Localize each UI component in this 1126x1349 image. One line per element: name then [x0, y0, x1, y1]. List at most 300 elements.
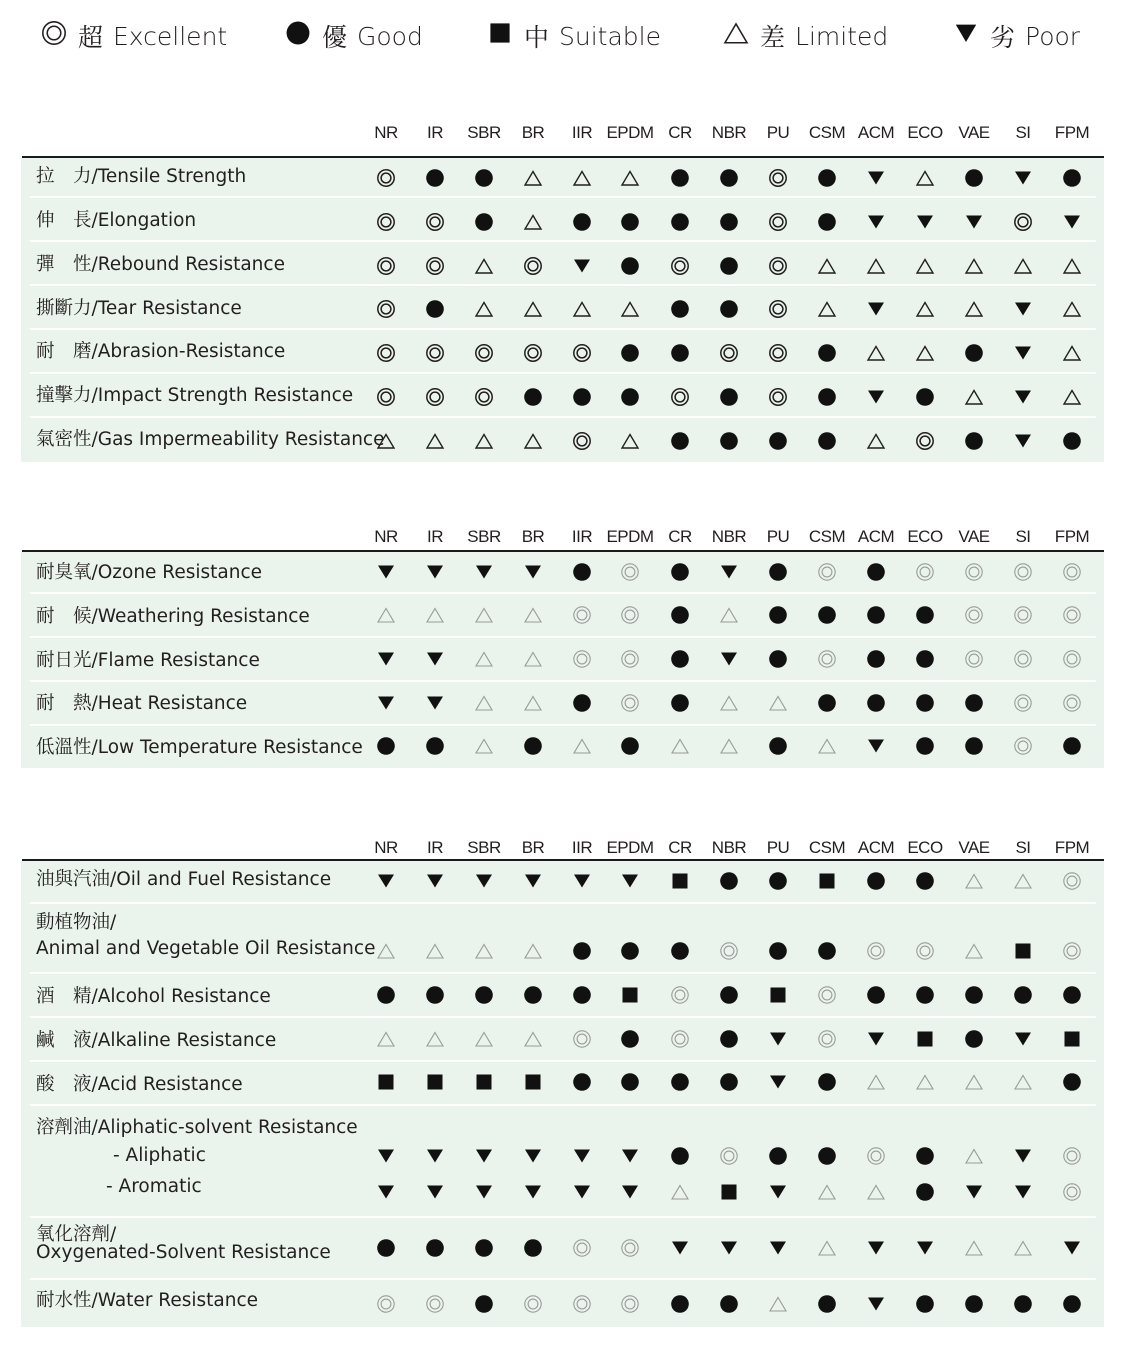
filled-circle-icon	[523, 387, 543, 407]
rating-cell	[1013, 649, 1033, 669]
double-circle-icon	[866, 941, 886, 961]
rating-cell	[1062, 985, 1082, 1005]
rating-cell	[915, 387, 935, 407]
legend-limited-en: Limited	[795, 21, 889, 51]
filled-down-triangle-icon	[474, 1182, 494, 1202]
legend	[0, 18, 1126, 58]
rating-cell	[523, 387, 543, 407]
rating-cell	[719, 299, 739, 319]
row-label: 酸 液/Acid Resistance	[36, 1074, 243, 1095]
row-divider	[30, 636, 1096, 638]
open-triangle-icon	[964, 256, 984, 276]
open-triangle-icon	[866, 256, 886, 276]
open-triangle-icon	[620, 431, 640, 451]
open-triangle-icon	[572, 736, 592, 756]
rating-cell	[523, 1029, 543, 1049]
rating-cell	[670, 256, 690, 276]
rating-cell	[523, 431, 543, 451]
double-circle-icon	[670, 387, 690, 407]
filled-circle-icon	[572, 693, 592, 713]
rating-cell	[915, 256, 935, 276]
open-triangle-icon	[474, 299, 494, 319]
rating-cell	[964, 212, 984, 232]
rating-cell	[915, 1146, 935, 1166]
rating-cell	[474, 256, 494, 276]
rating-cell	[425, 1182, 445, 1202]
column-header: CSM	[808, 838, 846, 857]
double-circle-icon	[425, 212, 445, 232]
row-label: 撕斷力/Tear Resistance	[36, 298, 242, 319]
rating-cell	[866, 985, 886, 1005]
filled-down-triangle-icon	[866, 1294, 886, 1314]
column-header: EPDM	[606, 123, 654, 142]
filled-circle-icon	[768, 736, 788, 756]
filled-down-triangle-icon	[719, 1238, 739, 1258]
column-header: FPM	[1054, 527, 1090, 546]
double-circle-icon	[572, 649, 592, 669]
filled-circle-icon	[620, 1029, 640, 1049]
filled-down-triangle-icon	[572, 256, 592, 276]
rating-cell	[768, 605, 788, 625]
rating-cell	[915, 736, 935, 756]
rating-cell	[523, 985, 543, 1005]
rating-cell	[768, 1294, 788, 1314]
column-header: CR	[668, 527, 692, 546]
filled-square-icon	[474, 1072, 494, 1092]
rating-cell	[768, 693, 788, 713]
rating-cell	[474, 693, 494, 713]
row-label: 溶劑油/Aliphatic-solvent Resistance	[36, 1117, 358, 1138]
filled-down-triangle-icon	[1013, 1029, 1033, 1049]
open-triangle-icon	[866, 343, 886, 363]
rating-cell	[1013, 299, 1033, 319]
rating-cell	[817, 387, 837, 407]
rating-cell	[425, 1029, 445, 1049]
double-circle-icon	[719, 1146, 739, 1166]
rating-cell	[1062, 212, 1082, 232]
rating-cell	[523, 1238, 543, 1258]
open-triangle-icon	[670, 736, 690, 756]
filled-circle-icon	[670, 1072, 690, 1092]
filled-down-triangle-icon	[866, 168, 886, 188]
rating-cell	[670, 299, 690, 319]
double-circle-icon	[768, 299, 788, 319]
filled-circle-icon	[1013, 985, 1033, 1005]
rating-cell	[620, 562, 640, 582]
double-circle-icon	[376, 212, 396, 232]
open-triangle-icon	[915, 168, 935, 188]
rating-cell	[523, 299, 543, 319]
double-circle-icon	[817, 1029, 837, 1049]
rating-cell	[670, 431, 690, 451]
double-circle-icon	[425, 387, 445, 407]
rating-cell	[964, 985, 984, 1005]
rating-cell	[768, 736, 788, 756]
open-triangle-icon	[768, 1294, 788, 1314]
rating-cell	[474, 1294, 494, 1314]
rating-cell	[670, 212, 690, 232]
rating-cell	[719, 1294, 739, 1314]
rating-cell	[474, 387, 494, 407]
rating-cell	[719, 941, 739, 961]
filled-circle-icon	[915, 1294, 935, 1314]
column-header: BR	[521, 123, 545, 142]
filled-circle-icon	[1062, 1294, 1082, 1314]
rating-cell	[620, 343, 640, 363]
rating-cell	[474, 1146, 494, 1166]
open-triangle-icon	[376, 605, 396, 625]
rating-cell	[376, 299, 396, 319]
rating-cell	[1062, 1029, 1082, 1049]
rating-cell	[474, 212, 494, 232]
filled-down-triangle-icon	[376, 562, 396, 582]
rating-cell	[670, 649, 690, 669]
rating-cell	[523, 736, 543, 756]
double-circle-icon	[620, 649, 640, 669]
open-triangle-icon	[817, 299, 837, 319]
filled-circle-icon	[768, 605, 788, 625]
rating-cell	[768, 649, 788, 669]
open-triangle-icon	[915, 299, 935, 319]
filled-circle-icon	[719, 985, 739, 1005]
rating-cell	[425, 168, 445, 188]
double-circle-icon	[817, 562, 837, 582]
column-header: IR	[427, 527, 443, 546]
rating-cell	[1013, 985, 1033, 1005]
column-header: PU	[766, 838, 790, 857]
filled-circle-icon	[719, 1072, 739, 1092]
column-header: NR	[374, 838, 398, 857]
rating-cell	[670, 168, 690, 188]
open-triangle-icon	[523, 605, 543, 625]
filled-down-triangle-icon	[474, 1146, 494, 1166]
table-header	[0, 527, 1126, 549]
rating-cell	[1013, 212, 1033, 232]
rating-cell	[425, 212, 445, 232]
open-triangle-icon	[1013, 1072, 1033, 1092]
row-label: 鹹 液/Alkaline Resistance	[36, 1030, 277, 1051]
row-divider	[30, 902, 1096, 904]
rating-cell	[572, 431, 592, 451]
filled-circle-icon	[964, 1029, 984, 1049]
rating-cell	[817, 1029, 837, 1049]
rating-cell	[915, 1294, 935, 1314]
header-rule	[22, 550, 1104, 552]
rating-cell	[376, 605, 396, 625]
rating-cell	[1062, 1294, 1082, 1314]
open-triangle-icon	[964, 871, 984, 891]
filled-down-triangle-icon	[719, 562, 739, 582]
double-circle-icon	[425, 1294, 445, 1314]
filled-square-icon	[376, 1072, 396, 1092]
rating-cell	[768, 1182, 788, 1202]
filled-down-triangle-icon	[376, 871, 396, 891]
rating-cell	[768, 343, 788, 363]
rating-cell	[670, 562, 690, 582]
filled-square-icon	[1013, 941, 1033, 961]
filled-square-icon	[915, 1029, 935, 1049]
rating-cell	[670, 343, 690, 363]
filled-circle-icon	[768, 562, 788, 582]
open-triangle-icon	[817, 1238, 837, 1258]
rating-cell	[572, 1182, 592, 1202]
open-triangle-icon	[817, 1182, 837, 1202]
rating-cell	[376, 1146, 396, 1166]
rating-cell	[866, 649, 886, 669]
rating-cell	[670, 941, 690, 961]
rating-cell	[670, 605, 690, 625]
rating-cell	[719, 212, 739, 232]
open-triangle-icon	[915, 1072, 935, 1092]
column-header: IR	[427, 123, 443, 142]
rating-cell	[817, 168, 837, 188]
double-circle-icon	[768, 212, 788, 232]
open-triangle-icon	[474, 693, 494, 713]
open-triangle-icon	[722, 20, 750, 52]
filled-down-triangle-icon	[915, 1238, 935, 1258]
rating-cell	[425, 1146, 445, 1166]
filled-circle-icon	[866, 605, 886, 625]
rating-cell	[1062, 1072, 1082, 1092]
filled-circle-icon	[572, 1072, 592, 1092]
rating-cell	[719, 168, 739, 188]
filled-circle-icon	[620, 941, 640, 961]
rating-cell	[620, 693, 640, 713]
rating-cell	[572, 1072, 592, 1092]
rating-cell	[620, 212, 640, 232]
column-header: NBR	[711, 527, 747, 546]
rating-cell	[817, 1238, 837, 1258]
rating-cell	[523, 649, 543, 669]
filled-down-triangle-icon	[1013, 343, 1033, 363]
row-label: 動植物油/	[36, 912, 117, 933]
rating-cell	[474, 343, 494, 363]
row-divider	[30, 1104, 1096, 1106]
open-triangle-icon	[817, 256, 837, 276]
column-header: FPM	[1054, 838, 1090, 857]
rating-cell	[474, 299, 494, 319]
filled-square-icon	[1062, 1029, 1082, 1049]
filled-circle-icon	[768, 649, 788, 669]
rating-cell	[817, 431, 837, 451]
open-triangle-icon	[719, 605, 739, 625]
rating-cell	[964, 605, 984, 625]
double-circle-icon	[572, 605, 592, 625]
open-triangle-icon	[1013, 1238, 1033, 1258]
filled-circle-icon	[572, 985, 592, 1005]
rating-cell	[425, 562, 445, 582]
filled-down-triangle-icon	[915, 212, 935, 232]
rating-cell	[1062, 649, 1082, 669]
rating-cell	[376, 256, 396, 276]
rating-cell	[425, 941, 445, 961]
rating-cell	[719, 343, 739, 363]
filled-circle-icon	[572, 941, 592, 961]
row-label: Animal and Vegetable Oil Resistance	[36, 938, 376, 959]
filled-down-triangle-icon	[866, 1029, 886, 1049]
rating-cell	[474, 871, 494, 891]
rating-cell	[1062, 387, 1082, 407]
rating-cell	[1013, 431, 1033, 451]
filled-down-triangle-icon	[1013, 1146, 1033, 1166]
filled-down-triangle-icon	[376, 649, 396, 669]
double-circle-icon	[964, 649, 984, 669]
rating-cell	[866, 1294, 886, 1314]
column-header: VAE	[958, 123, 990, 142]
rating-cell	[1062, 871, 1082, 891]
open-triangle-icon	[376, 941, 396, 961]
rating-cell	[866, 431, 886, 451]
open-triangle-icon	[425, 941, 445, 961]
double-circle-icon	[768, 168, 788, 188]
double-circle-icon	[1062, 1182, 1082, 1202]
rating-cell	[964, 1029, 984, 1049]
rating-cell	[866, 605, 886, 625]
rating-cell	[620, 1294, 640, 1314]
filled-circle-icon	[523, 985, 543, 1005]
rating-cell	[523, 343, 543, 363]
column-header: NBR	[711, 123, 747, 142]
double-circle-icon	[572, 1294, 592, 1314]
filled-circle-icon	[719, 431, 739, 451]
filled-down-triangle-icon	[768, 1238, 788, 1258]
column-header: VAE	[958, 527, 990, 546]
filled-circle-icon	[915, 387, 935, 407]
filled-circle-icon	[915, 649, 935, 669]
rating-cell	[1013, 1072, 1033, 1092]
rating-cell	[620, 1146, 640, 1166]
rating-cell	[425, 605, 445, 625]
rating-cell	[719, 1182, 739, 1202]
double-circle-icon	[1062, 871, 1082, 891]
double-circle-icon	[670, 985, 690, 1005]
open-triangle-icon	[866, 1072, 886, 1092]
rating-cell	[523, 693, 543, 713]
filled-circle-icon	[915, 1146, 935, 1166]
column-header: ECO	[907, 527, 943, 546]
row-label: 氣密性/Gas Impermeability Resistance	[36, 429, 385, 450]
filled-circle-icon	[964, 431, 984, 451]
double-circle-icon	[1013, 212, 1033, 232]
double-circle-icon	[1013, 693, 1033, 713]
legend-limited-zh: 差	[760, 23, 786, 52]
filled-circle-icon	[670, 212, 690, 232]
double-circle-icon	[915, 941, 935, 961]
double-circle-icon	[1013, 736, 1033, 756]
rating-cell	[768, 168, 788, 188]
rating-cell	[670, 871, 690, 891]
legend-excellent	[40, 18, 227, 54]
rating-cell	[425, 1072, 445, 1092]
rating-cell	[523, 1294, 543, 1314]
filled-down-triangle-icon	[768, 1029, 788, 1049]
filled-circle-icon	[670, 941, 690, 961]
rating-cell	[620, 299, 640, 319]
filled-down-triangle-icon	[719, 649, 739, 669]
legend-excellent-en: Excellent	[113, 21, 228, 51]
rating-cell	[523, 1182, 543, 1202]
filled-circle-icon	[817, 212, 837, 232]
row-label: Oxygenated-Solvent Resistance	[36, 1242, 331, 1263]
rating-cell	[964, 343, 984, 363]
filled-down-triangle-icon	[425, 649, 445, 669]
filled-down-triangle-icon	[620, 1182, 640, 1202]
rating-cell	[866, 299, 886, 319]
row-label: 耐臭氧/Ozone Resistance	[36, 562, 263, 583]
rating-cell	[719, 1238, 739, 1258]
rating-cell	[1013, 343, 1033, 363]
filled-down-triangle-icon	[523, 562, 543, 582]
filled-square-icon	[817, 871, 837, 891]
rating-cell	[572, 871, 592, 891]
rating-cell	[817, 1182, 837, 1202]
filled-circle-icon	[670, 693, 690, 713]
rating-cell	[572, 1294, 592, 1314]
filled-down-triangle-icon	[1013, 387, 1033, 407]
filled-circle-icon	[572, 387, 592, 407]
rating-cell	[376, 1072, 396, 1092]
rating-cell	[1062, 605, 1082, 625]
double-circle-icon	[1062, 605, 1082, 625]
rating-cell	[425, 431, 445, 451]
open-triangle-icon	[474, 431, 494, 451]
rating-cell	[572, 387, 592, 407]
filled-circle-icon	[719, 387, 739, 407]
rating-cell	[572, 1029, 592, 1049]
row-divider	[30, 240, 1096, 242]
filled-circle-icon	[670, 649, 690, 669]
rating-cell	[768, 1029, 788, 1049]
row-label: 耐 熱/Heat Resistance	[36, 693, 248, 714]
filled-circle-icon	[284, 20, 312, 52]
column-header: ACM	[857, 123, 895, 142]
rating-cell	[964, 693, 984, 713]
rating-cell	[620, 649, 640, 669]
legend-poor-en: Poor	[1025, 21, 1081, 51]
column-header: PU	[766, 527, 790, 546]
filled-square-icon	[768, 985, 788, 1005]
rating-cell	[768, 256, 788, 276]
rating-cell	[572, 212, 592, 232]
rating-cell	[620, 256, 640, 276]
filled-circle-icon	[425, 168, 445, 188]
row-label: 氧化溶劑/	[36, 1224, 117, 1245]
rating-cell	[620, 387, 640, 407]
rating-cell	[1013, 605, 1033, 625]
row-label: 油與汽油/Oil and Fuel Resistance	[36, 869, 332, 890]
filled-circle-icon	[474, 1238, 494, 1258]
rating-cell	[425, 1294, 445, 1314]
rating-cell	[866, 1146, 886, 1166]
open-triangle-icon	[1062, 343, 1082, 363]
filled-circle-icon	[376, 736, 396, 756]
filled-circle-icon	[670, 1146, 690, 1166]
row-label: 彈 性/Rebound Resistance	[36, 254, 285, 275]
double-circle-icon	[620, 562, 640, 582]
rating-cell	[572, 256, 592, 276]
row-divider	[30, 416, 1096, 418]
rating-cell	[866, 693, 886, 713]
rating-cell	[572, 1146, 592, 1166]
rating-cell	[376, 693, 396, 713]
filled-circle-icon	[572, 212, 592, 232]
rating-cell	[572, 562, 592, 582]
filled-circle-icon	[817, 1072, 837, 1092]
rating-cell	[1062, 562, 1082, 582]
rating-cell	[376, 871, 396, 891]
rating-cell	[719, 431, 739, 451]
rating-cell	[1013, 256, 1033, 276]
